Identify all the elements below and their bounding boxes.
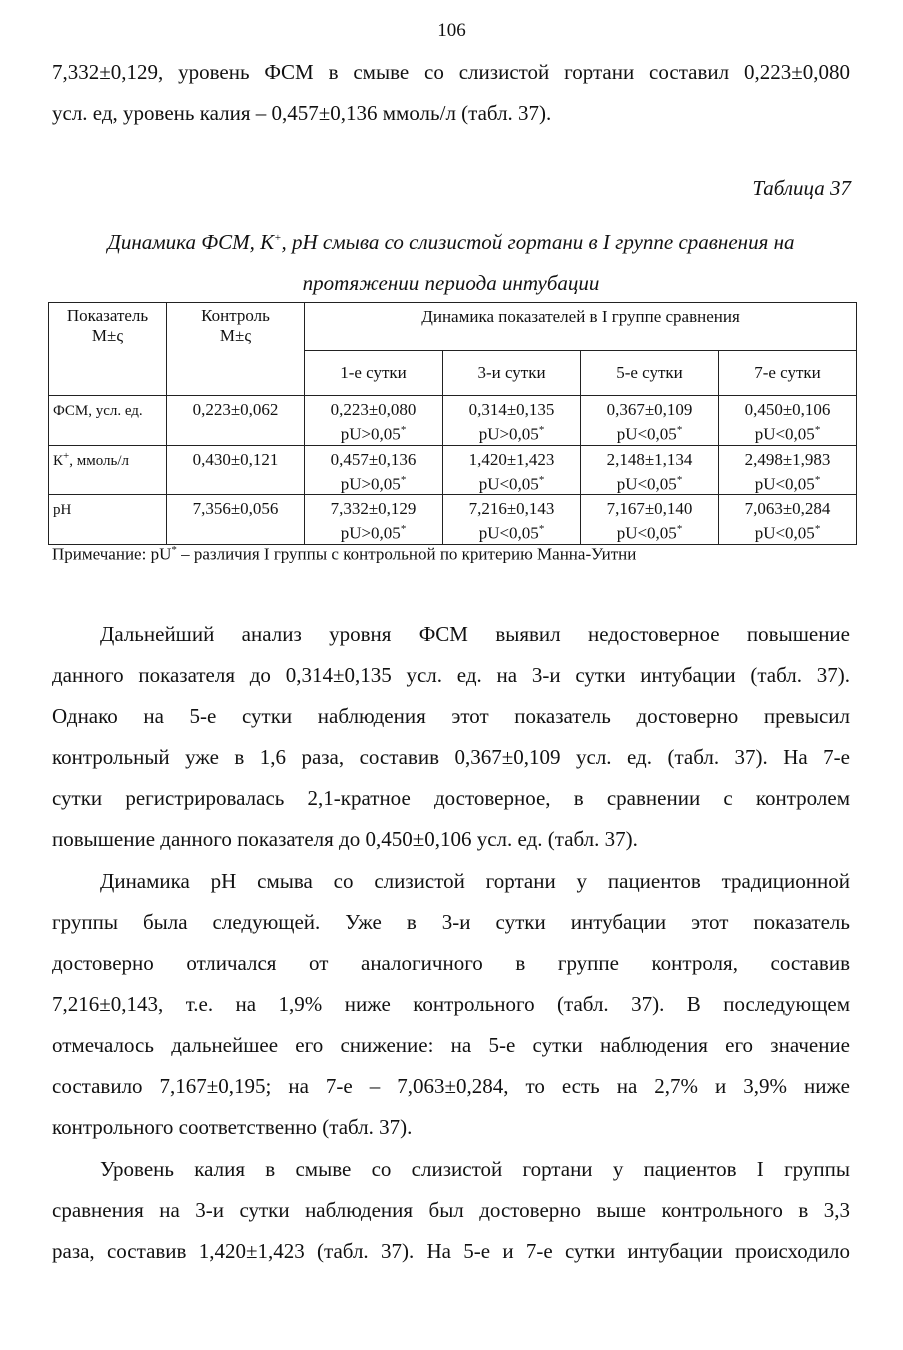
- day-value-cell: [305, 445, 443, 495]
- mean-value: 2,148±1,134: [606, 449, 693, 469]
- text-line: повышение данного показателя до 0,450±0,106 усл. ед. (табл. 37).: [52, 827, 638, 851]
- mean-value: 0,457±0,136: [330, 449, 417, 469]
- control-value: 0,430±0,121: [167, 445, 305, 495]
- p-value: pU<0,05*: [616, 424, 683, 444]
- mean-value: 0,450±0,106: [744, 400, 831, 419]
- text-line: сравнения на 3-и сутки наблюдения был достоверно выше контрольного в 3,3: [52, 1198, 850, 1222]
- table-caption: [52, 218, 850, 304]
- text-line: контрольный уже в 1,6 раза, составив 0,367±0,109 усл. ед. (табл. 37). На 7-е: [52, 745, 850, 769]
- header-control: Контроль M±ς: [167, 303, 305, 396]
- p-value: pU>0,05*: [478, 424, 545, 444]
- text-line: составило 7,167±0,195; на 7-е – 7,063±0,284, то есть на 2,7% и 3,9% ниже: [52, 1074, 850, 1098]
- mean-value: 7,167±0,140: [606, 499, 693, 519]
- paragraph-fsm: [52, 614, 850, 860]
- mean-value: 7,063±0,284: [744, 499, 831, 519]
- row-label: К+, ммоль/л: [49, 445, 167, 495]
- text-line: раза, составив 1,420±1,423 (табл. 37). На 5-е и 7-е сутки интубации происходило: [52, 1239, 850, 1263]
- p-value: pU<0,05*: [478, 473, 545, 494]
- header-day-7: 7-е сутки: [719, 351, 857, 396]
- header-day-1: 1-е сутки: [305, 351, 443, 396]
- control-value: 0,223±0,062: [167, 396, 305, 446]
- header-indicator: Показатель M±ς: [49, 303, 167, 396]
- table-number: Таблица 37: [752, 176, 851, 200]
- day-value-cell: [719, 445, 857, 495]
- text-line: Однако на 5-е сутки наблюдения этот показатель достоверно превысил: [52, 704, 850, 728]
- mean-value: 0,314±0,135: [468, 400, 555, 419]
- row-label: рН: [49, 495, 167, 545]
- text-line: контрольного соответственно (табл. 37).: [52, 1115, 413, 1139]
- mean-value: 0,223±0,080: [330, 400, 417, 419]
- header-dynamics: Динамика показателей в I группе сравнения: [305, 303, 857, 351]
- control-value: 7,356±0,056: [167, 495, 305, 545]
- table-row: [49, 445, 857, 495]
- text-line: сутки регистрировалась 2,1-кратное достоверное, в сравнении с контролем: [52, 786, 850, 810]
- day-value-cell: [581, 445, 719, 495]
- results-table: [48, 302, 857, 545]
- text-line: усл. ед, уровень калия – 0,457±0,136 ммоль/л (табл. 37).: [52, 101, 552, 125]
- text-line: 7,332±0,129, уровень ФСМ в смыве со слизистой гортани составил 0,223±0,080: [52, 60, 850, 84]
- table-row: [49, 495, 857, 545]
- day-value-cell: [443, 396, 581, 446]
- intro-paragraph: [52, 52, 850, 134]
- p-value: pU<0,05*: [754, 424, 821, 444]
- table-body: [49, 396, 857, 545]
- day-value-cell: [305, 495, 443, 545]
- day-value-cell: [305, 396, 443, 446]
- p-value: pU>0,05*: [340, 424, 407, 444]
- mean-value: 1,420±1,423: [468, 449, 555, 469]
- row-label: ФСМ, усл. ед.: [49, 396, 167, 446]
- text-line: 7,216±0,143, т.е. на 1,9% ниже контрольного (табл. 37). В последующем: [52, 992, 850, 1016]
- p-value: pU<0,05*: [478, 523, 545, 543]
- page-number: 106: [437, 20, 466, 41]
- text-line: Уровень калия в смыве со слизистой гортани у пациентов I группы: [100, 1157, 850, 1181]
- paragraph-potassium: [52, 1149, 850, 1272]
- day-value-cell: [443, 495, 581, 545]
- header-day-5: 5-е сутки: [581, 351, 719, 396]
- text-line: группы была следующей. Уже в 3-и сутки интубации этот показатель: [52, 910, 850, 934]
- day-value-cell: [581, 495, 719, 545]
- text-line: Дальнейший анализ уровня ФСМ выявил недостоверное повышение: [100, 622, 850, 646]
- day-value-cell: [581, 396, 719, 446]
- mean-value: 0,367±0,109: [606, 400, 693, 419]
- mean-value: 7,216±0,143: [468, 499, 555, 519]
- mean-value: 7,332±0,129: [330, 499, 417, 519]
- day-value-cell: [719, 396, 857, 446]
- p-value: pU>0,05*: [340, 523, 407, 543]
- text-line: данного показателя до 0,314±0,135 усл. ед. на 3-и сутки интубации (табл. 37).: [52, 663, 850, 687]
- table-caption-line: Динамика ФСМ, К+, рН смыва со слизистой гортани в I группе сравнения на: [107, 230, 795, 254]
- header-day-3: 3-и сутки: [443, 351, 581, 396]
- table-note: Примечание: pU* – различия I группы с контрольной по критерию Манна-Уитни: [52, 544, 637, 564]
- p-value: pU<0,05*: [754, 523, 821, 543]
- p-value: pU<0,05*: [754, 473, 821, 494]
- text-line: Динамика рН смыва со слизистой гортани у пациентов традиционной: [100, 869, 850, 893]
- paragraph-ph: [52, 861, 850, 1148]
- text-line: достоверно отличался от аналогичного в группе контроля, составив: [52, 951, 850, 975]
- p-value: pU<0,05*: [616, 523, 683, 543]
- p-value: pU<0,05*: [616, 473, 683, 494]
- day-value-cell: [443, 445, 581, 495]
- table-row: [49, 396, 857, 446]
- text-line: отмечалось дальнейшее его снижение: на 5-е сутки наблюдения его значение: [52, 1033, 850, 1057]
- table-caption-line: протяжении периода интубации: [302, 271, 600, 295]
- p-value: pU>0,05*: [340, 473, 407, 494]
- day-value-cell: [719, 495, 857, 545]
- mean-value: 2,498±1,983: [744, 449, 831, 469]
